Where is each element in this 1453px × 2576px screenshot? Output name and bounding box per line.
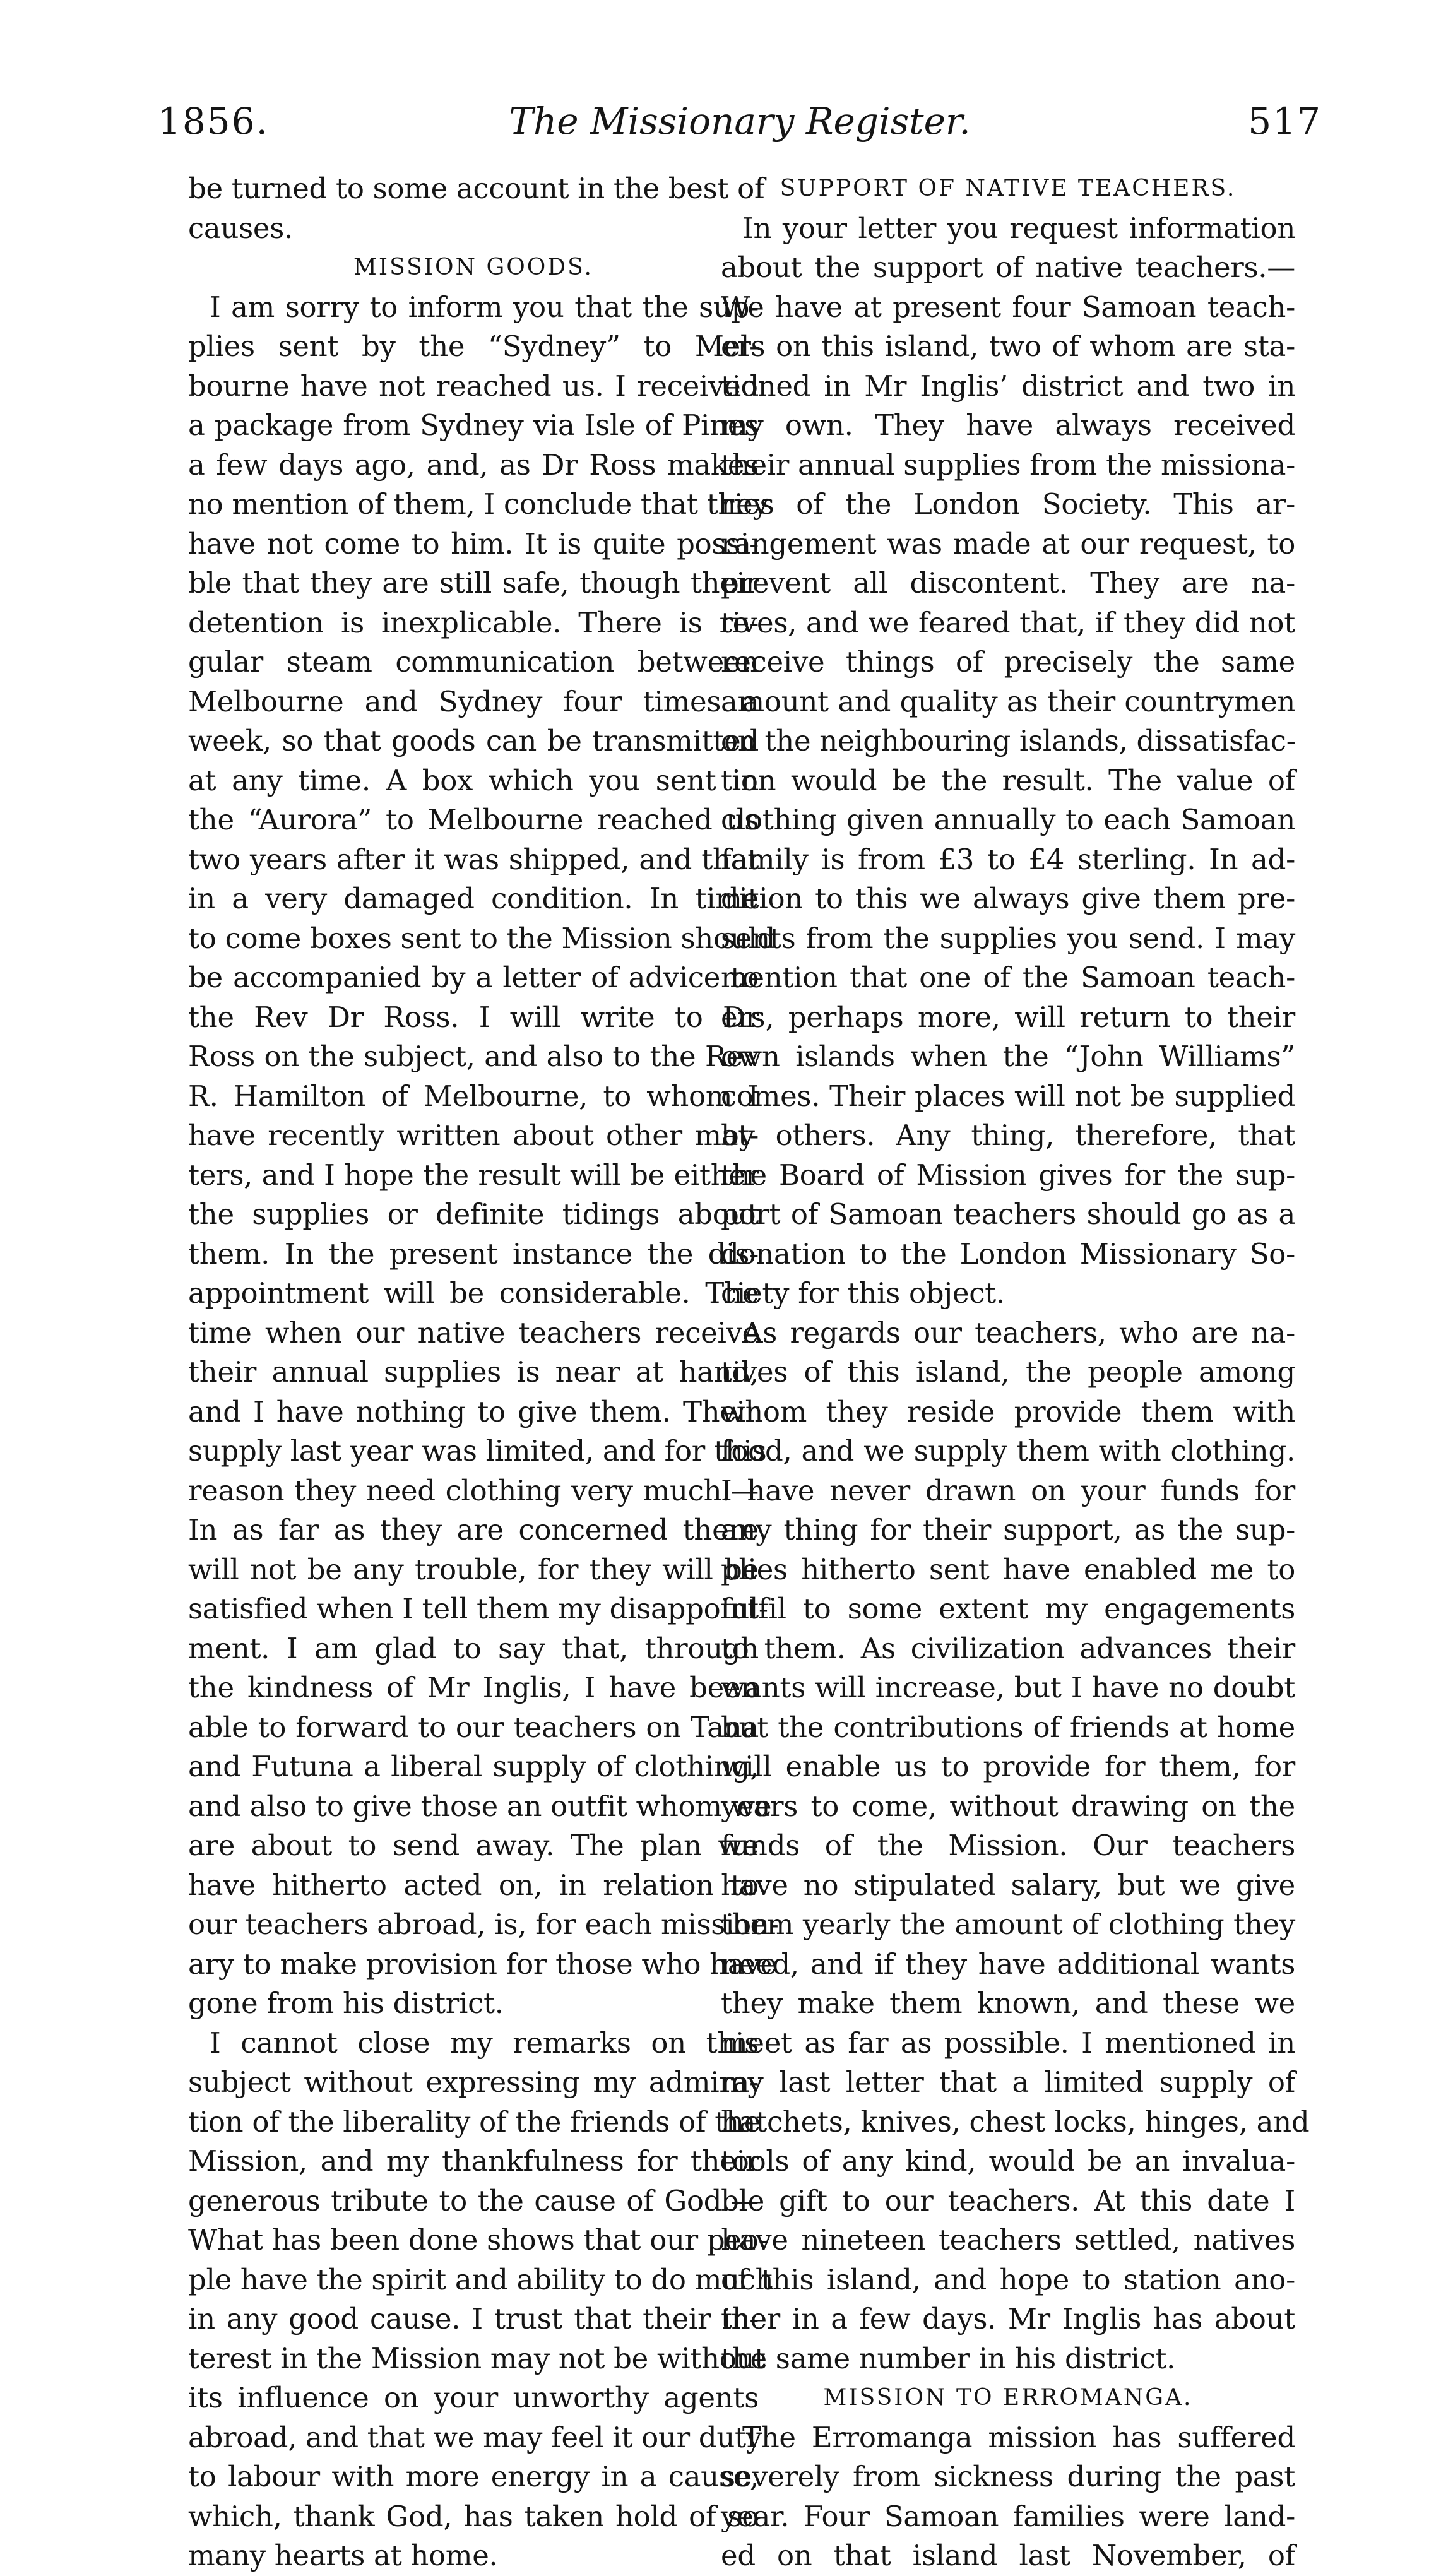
text-line: the “Aurora” to Melbourne reached us [188,803,759,836]
text-line: but the contributions of friends at home [721,1710,1295,1744]
text-line: able to forward to our teachers on Tana [188,1710,759,1744]
text-line: fulfil to some extent my engagements [721,1592,1295,1625]
text-line: my last letter that a limited supply of [721,2065,1295,2099]
text-line: ers, perhaps more, will return to their [721,1000,1295,1034]
text-line: any thing for their support, as the sup- [721,1513,1295,1546]
text-line: tion would be the result. The value of [721,763,1295,797]
text-line: the Board of Mission gives for the sup- [721,1158,1295,1192]
text-line: We have at present four Samoan teach- [721,290,1295,324]
text-line: week, so that goods can be transmitted [188,724,759,757]
text-line: ple have the spirit and ability to do much [188,2262,774,2296]
text-line: the same number in his district. [721,2341,1176,2375]
text-line: Melbourne and Sydney four times a [188,684,759,718]
text-line: prevent all discontent. They are na- [721,566,1295,600]
header-page-number: 517 [1248,100,1322,143]
text-line: tioned in Mr Inglis’ district and two in [721,369,1295,403]
text-line: to them. As civilization advances their [721,1631,1295,1665]
text-line: its influence on your unworthy agents [188,2381,759,2414]
text-line: food, and we supply them with clothing. [721,1434,1295,1468]
text-line: to come boxes sent to the Mission should [188,921,776,955]
text-line: meet as far as possible. I mentioned in [721,2026,1295,2060]
left-column [188,169,779,2572]
text-line: receive things of precisely the same [721,645,1295,679]
text-line: their annual supplies is near at hand, [188,1355,759,1389]
text-line: years to come, without drawing on the [721,1789,1295,1823]
text-line: be accompanied by a letter of advice to [188,961,759,994]
text-line: have nineteen teachers settled, natives [721,2223,1295,2257]
text-line: which, thank God, has taken hold of so [188,2499,759,2533]
text-line: ble that they are still safe, though their [188,566,759,600]
text-line: plies sent by the “Sydney” to Mel- [188,329,759,363]
text-line: the supplies or definite tidings about [188,1197,759,1231]
text-line: about the support of native teachers.— [721,251,1295,284]
section-heading: MISSION TO ERROMANGA. [823,2385,1193,2411]
text-line: gular steam communication between [188,645,759,679]
text-line: severely from sickness during the past [721,2460,1295,2493]
text-line: bourne have not reached us. I received [188,369,759,403]
text-line: port of Samoan teachers should go as a [721,1197,1295,1231]
text-line: I am sorry to inform you that the sup- [210,290,759,324]
text-line: supply last year was limited, and for this [188,1434,767,1468]
text-line: tives of this island, the people among [721,1355,1295,1389]
text-line: tion of the liberality of the friends of the [188,2104,761,2139]
text-line: ther in a few days. Mr Inglis has about [721,2302,1295,2336]
text-line: have not come to him. It is quite possi- [188,526,759,561]
text-line: ble gift to our teachers. At this date I [721,2183,1295,2217]
text-line: need, and if they have additional wants [721,1947,1295,1981]
text-line: rangement was made at our request, to [721,526,1295,561]
text-line: What has been done shows that our peo- [188,2223,768,2257]
text-line: abroad, and that we may feel it our duty [188,2420,762,2454]
text-line: dition to this we always give them pre- [721,882,1295,915]
text-line: to labour with more energy in a cause, [188,2460,759,2493]
text-line: As regards our teachers, who are na- [742,1315,1295,1350]
text-line: tools of any kind, would be an invalua- [721,2144,1295,2178]
text-line: hatchets, knives, chest locks, hinges, and [721,2104,1310,2139]
text-line: on the neighbouring islands, dissatisfac- [721,724,1296,757]
text-line: R. Hamilton of Melbourne, to whom I [188,1079,759,1113]
text-line: are about to send away. The plan we [188,1829,759,1862]
text-line: amount and quality as their countrymen [721,684,1295,718]
text-line: wants will increase, but I have no doubt [721,1671,1295,1704]
text-line: the kindness of Mr Inglis, I have been [188,1671,759,1704]
text-line: generous tribute to the cause of God.— [188,2183,759,2217]
text-line: clothing given annually to each Samoan [721,803,1295,836]
text-line: The Erromanga mission has suffered [742,2420,1295,2454]
text-line: year. Four Samoan families were land- [721,2499,1295,2533]
text-line: I have never drawn on your funds for [721,1473,1295,1507]
text-line: tives, and we feared that, if they did not [721,605,1295,639]
text-line: our teachers abroad, is, for each mission- [188,1908,779,1941]
section-heading: MISSION GOODS. [353,254,593,280]
text-line: my own. They have always received [721,408,1295,442]
text-line: donation to the London Missionary So- [721,1237,1295,1271]
text-line: them. In the present instance the dis- [188,1237,759,1271]
text-line: the Rev Dr Ross. I will write to Dr [188,1000,759,1034]
text-line: ary to make provision for those who have [188,1947,777,1981]
text-line: time when our native teachers receive [188,1315,759,1350]
text-line: will enable us to provide for them, for [721,1750,1295,1783]
running-header [158,100,1322,150]
header-journal-title: The Missionary Register. [509,100,971,143]
text-line: terest in the Mission may not be without [188,2341,766,2375]
header-year: 1856. [158,100,270,143]
text-line: plies hitherto sent have enabled me to [721,1552,1295,1586]
text-line: satisfied when I tell them my disappoint- [188,1592,768,1625]
text-line: comes. Their places will not be supplied [721,1079,1295,1113]
text-line: In your letter you request information [742,211,1295,245]
text-line: sents from the supplies you send. I may [721,921,1295,955]
text-line: in any good cause. I trust that their in- [188,2302,759,2336]
text-line: will not be any trouble, for they will be [188,1552,759,1586]
text-line: ciety for this object. [721,1276,1005,1310]
text-line: and also to give those an outfit whom we [188,1789,772,1823]
text-line: ed on that island last November, of [721,2539,1295,2572]
text-line: Ross on the subject, and also to the Rev [188,1040,759,1073]
text-line: gone from his district. [188,1986,504,2020]
text-line: they make them known, and these we [721,1986,1295,2020]
text-line: of this island, and hope to station ano- [721,2262,1295,2296]
text-line: subject without expressing my admira- [188,2065,759,2099]
text-line: them yearly the amount of clothing they [721,1908,1295,1941]
text-line: In as far as they are concerned there [188,1513,759,1546]
text-line: their annual supplies from the missiona- [721,448,1295,482]
text-line: own islands when the “John Williams” [721,1040,1295,1073]
text-line: Mission, and my thankfulness for their [188,2144,759,2178]
text-line: funds of the Mission. Our teachers [721,1829,1295,1862]
text-line: at any time. A box which you sent in [188,763,759,797]
text-line: ters, and I hope the result will be either [188,1158,759,1192]
text-line: a package from Sydney via Isle of Pines [188,408,759,442]
text-line: have recently written about other mat- [188,1119,759,1152]
text-line: I cannot close my remarks on this [210,2026,759,2060]
section-heading: SUPPORT OF NATIVE TEACHERS. [780,175,1237,201]
right-column [721,169,1310,2572]
text-line: appointment will be considerable. The [188,1276,759,1310]
text-line: causes. [188,211,294,245]
text-line: ers on this island, two of whom are sta- [721,329,1295,363]
text-line: ries of the London Society. This ar- [721,487,1295,521]
text-line: have no stipulated salary, but we give [721,1868,1295,1902]
text-line: many hearts at home. [188,2539,498,2572]
text-line: whom they reside provide them with [721,1394,1295,1428]
text-line: ment. I am glad to say that, through [188,1631,759,1665]
text-line: detention is inexplicable. There is re- [188,605,759,639]
text-line: in a very damaged condition. In time [188,882,759,915]
text-line: reason they need clothing very much.— [188,1473,759,1507]
text-line: two years after it was shipped, and that [188,842,759,876]
text-line: a few days ago, and, as Dr Ross makes [188,448,759,482]
text-line: mention that one of the Samoan teach- [721,961,1295,994]
text-line: and Futuna a liberal supply of clothing, [188,1750,759,1783]
text-line: by others. Any thing, therefore, that [721,1119,1295,1152]
text-line: and I have nothing to give them. Their [188,1394,759,1428]
text-line: be turned to some account in the best of [188,172,765,205]
text-line: no mention of them, I conclude that they [188,487,769,521]
text-line: have hitherto acted on, in relation to [188,1868,759,1902]
text-line: family is from £3 to £4 sterling. In ad- [721,842,1295,876]
